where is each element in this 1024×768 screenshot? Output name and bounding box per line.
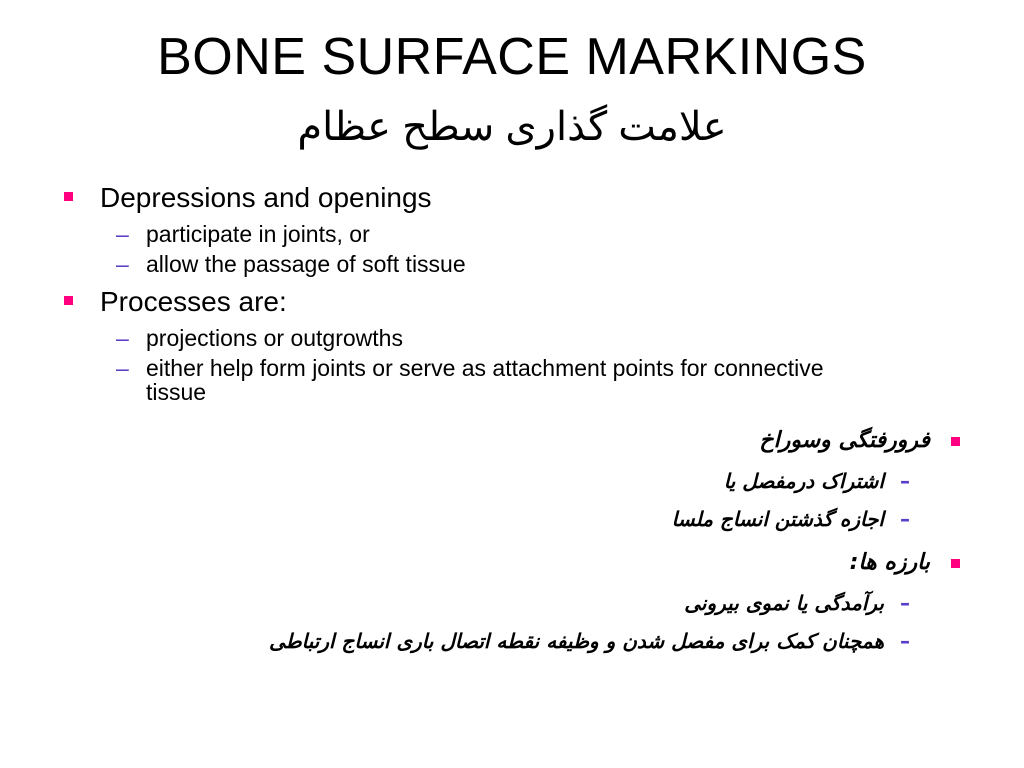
persian-bullet-label: فرورفتگی وسوراخ	[759, 428, 930, 453]
persian-bullet-label: بارزه ها:	[849, 550, 930, 575]
english-bullet-item	[60, 178, 880, 218]
dash-bullet-icon: –	[900, 507, 910, 531]
dash-bullet-icon: –	[116, 325, 129, 351]
dash-bullet-icon: –	[116, 221, 129, 247]
english-bullet-label: Processes are:	[100, 286, 287, 317]
square-bullet-icon	[951, 437, 960, 446]
english-sub-item-text: allow the passage of soft tissue	[146, 251, 466, 277]
english-sub-item-text: participate in joints, or	[146, 221, 370, 247]
slide-subtitle-persian: علامت گذاری سطح عظام	[297, 105, 727, 149]
dash-bullet-icon: –	[900, 591, 910, 615]
persian-sub-item	[80, 588, 960, 618]
persian-sub-item-text: همچنان کمک برای مفصل شدن و وظیفه نقطه اتصال باری انساج ارتباطی	[269, 629, 884, 653]
english-sub-item-text: projections or outgrowths	[146, 325, 403, 351]
square-bullet-icon	[951, 559, 960, 568]
dash-bullet-icon: –	[900, 469, 910, 493]
persian-sub-item-text: اشتراک درمفصل یا	[723, 469, 884, 493]
persian-sub-item-text: اجازه گذشتن انساج ملسا	[671, 507, 884, 531]
dash-bullet-icon: –	[116, 251, 129, 277]
english-sub-item	[60, 222, 886, 246]
persian-bullet-list	[80, 420, 960, 664]
persian-sub-item-text: برآمدگی یا نموی بیرونی	[684, 591, 884, 615]
persian-bullet-item	[80, 420, 960, 462]
square-bullet-icon	[64, 296, 73, 305]
english-sub-item	[60, 326, 886, 350]
english-bullet-label: Depressions and openings	[100, 182, 432, 213]
slide-title: BONE SURFACE MARKINGS	[157, 28, 867, 86]
english-sub-item	[60, 356, 886, 404]
english-bullet-list	[60, 178, 880, 410]
dash-bullet-icon: –	[116, 355, 129, 381]
persian-sub-item	[80, 466, 960, 496]
dash-bullet-icon: –	[900, 629, 910, 653]
persian-sub-item	[80, 626, 960, 656]
english-sub-item	[60, 252, 886, 276]
persian-sub-item	[80, 504, 960, 534]
english-sub-item-text: either help form joints or serve as attachment points for connective tissue	[146, 355, 824, 405]
english-bullet-item	[60, 282, 880, 322]
persian-bullet-item	[80, 542, 960, 584]
square-bullet-icon	[64, 192, 73, 201]
